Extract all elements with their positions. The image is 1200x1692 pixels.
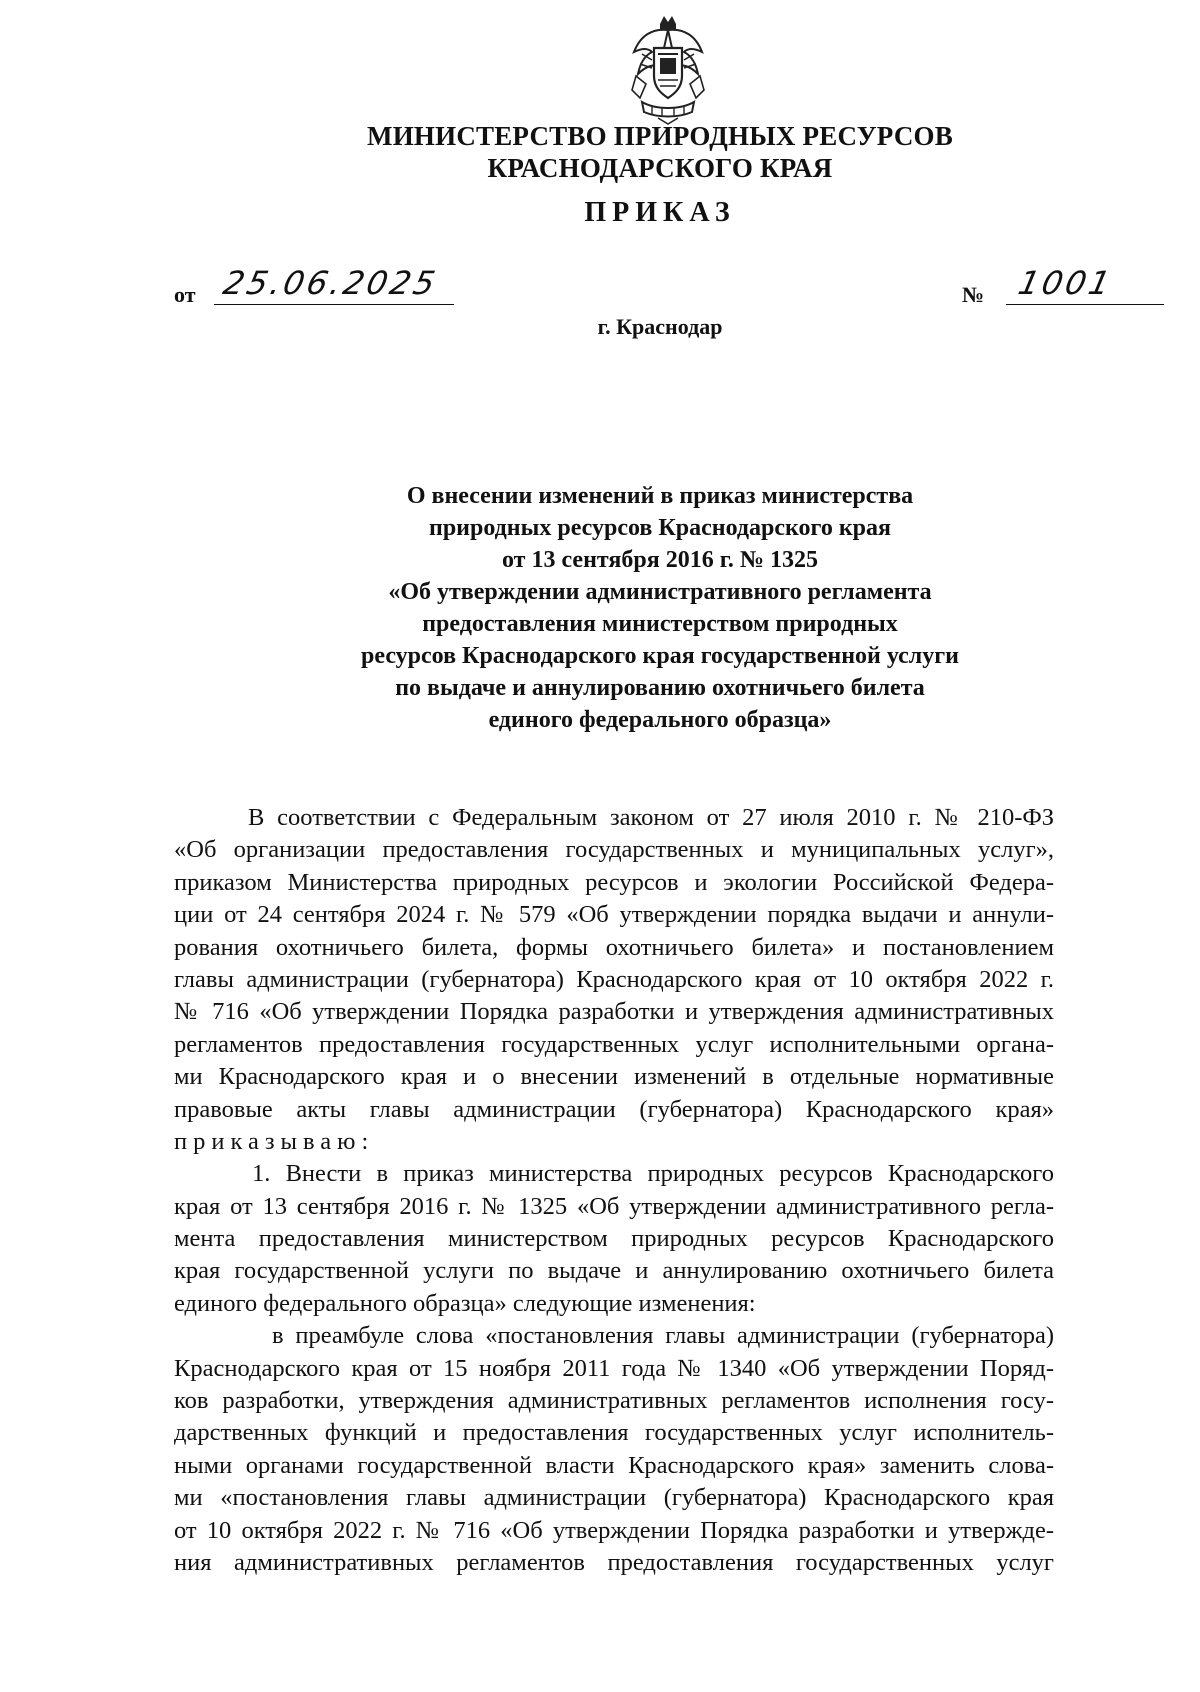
body-line: регламентов предоставления государственных услуг исполнительными органа- bbox=[174, 1030, 1054, 1058]
number-prefix-label: № bbox=[962, 282, 985, 307]
body-line: 1. Внести в приказ министерства природных ресурсов Краснодарского bbox=[252, 1160, 1054, 1188]
body-line: дарственных функций и предоставления государственных услуг исполнитель- bbox=[174, 1419, 1054, 1447]
body-line: приказом Министерства природных ресурсов и экологии Российской Федера- bbox=[174, 868, 1054, 896]
subject-line: единого федерального образца» bbox=[488, 707, 832, 733]
body-line: ции от 24 сентября 2024 г. № 579 «Об утверждении порядка выдачи и аннули- bbox=[174, 901, 1054, 929]
ministry-name-line-2: КРАСНОДАРСКОГО КРАЯ bbox=[487, 153, 833, 183]
body-line: главы администрации (губернатора) Краснодарского края от 10 октября 2022 г. bbox=[174, 965, 1054, 993]
body-line: в преамбуле слова «постановления главы администрации (губернатора) bbox=[272, 1322, 1054, 1350]
body-line: ми Краснодарского края и о внесении изменений в отдельные нормативные bbox=[174, 1063, 1054, 1091]
body-line: № 716 «Об утверждении Порядка разработки и утверждения административных bbox=[174, 998, 1054, 1026]
order-body bbox=[174, 802, 1054, 1579]
order-subject bbox=[300, 480, 1020, 736]
date-prefix-label: от bbox=[174, 282, 196, 307]
subject-line: ресурсов Краснодарского края государственной услуги bbox=[361, 643, 959, 669]
subject-line: О внесении изменений в приказ министерства bbox=[406, 483, 914, 509]
body-line: ными органами государственной власти Краснодарского края» заменить слова- bbox=[174, 1451, 1054, 1479]
body-line: края от 13 сентября 2016 г. № 1325 «Об утверждении административного регла- bbox=[174, 1192, 1054, 1220]
body-line: Краснодарского края от 15 ноября 2011 года № 1340 «Об утверждении Поряд- bbox=[174, 1354, 1054, 1382]
number-handwritten-value: 1001 bbox=[1014, 264, 1117, 302]
date-underline bbox=[214, 304, 454, 305]
ministry-name-line-1: МИНИСТЕРСТВО ПРИРОДНЫХ РЕСУРСОВ bbox=[367, 121, 953, 151]
number-underline bbox=[1006, 304, 1164, 305]
body-line: ми «постановления главы администрации (губернатора) Краснодарского края bbox=[174, 1484, 1054, 1512]
subject-line: по выдаче и аннулированию охотничьего билета bbox=[395, 675, 925, 701]
body-line: В соответствии с Федеральным законом от 27 июля 2010 г. № 210-ФЗ bbox=[248, 804, 1054, 831]
subject-line: предоставления министерством природных bbox=[422, 611, 898, 637]
subject-line: природных ресурсов Краснодарского края bbox=[428, 515, 891, 541]
body-line: ния административных регламентов предоставления государственных услуг bbox=[174, 1548, 1054, 1576]
subject-line: «Об утверждении административного регламента bbox=[388, 579, 932, 605]
date-handwritten-value: 25.06.2025 bbox=[219, 264, 442, 302]
subject-line: от 13 сентября 2016 г. № 1325 bbox=[502, 547, 818, 573]
body-line: ков разработки, утверждения административных регламентов исполнения госу- bbox=[174, 1387, 1054, 1415]
body-line: края государственной услуги по выдаче и аннулированию охотничьего билета bbox=[174, 1257, 1054, 1285]
body-line: мента предоставления министерством природных ресурсов Краснодарского bbox=[174, 1225, 1054, 1253]
city-label: г. Краснодар bbox=[597, 314, 723, 339]
body-line: рования охотничьего билета, формы охотничьего билета» и постановлением bbox=[174, 933, 1054, 961]
body-line: «Об организации предоставления государственных и муниципальных услуг», bbox=[174, 836, 1054, 864]
coat-of-arms-icon bbox=[622, 14, 714, 126]
document-type-title: ПРИКАЗ bbox=[584, 197, 736, 228]
date-number-row bbox=[174, 264, 1117, 310]
body-line: правовые акты главы администрации (губернатора) Краснодарского края» bbox=[174, 1095, 1054, 1123]
order-keyword: приказываю: bbox=[174, 1127, 375, 1155]
body-line: единого федерального образца» следующие изменения: bbox=[174, 1289, 756, 1317]
body-line: от 10 октября 2022 г. № 716 «Об утверждении Порядка разработки и утвержде- bbox=[174, 1516, 1054, 1544]
